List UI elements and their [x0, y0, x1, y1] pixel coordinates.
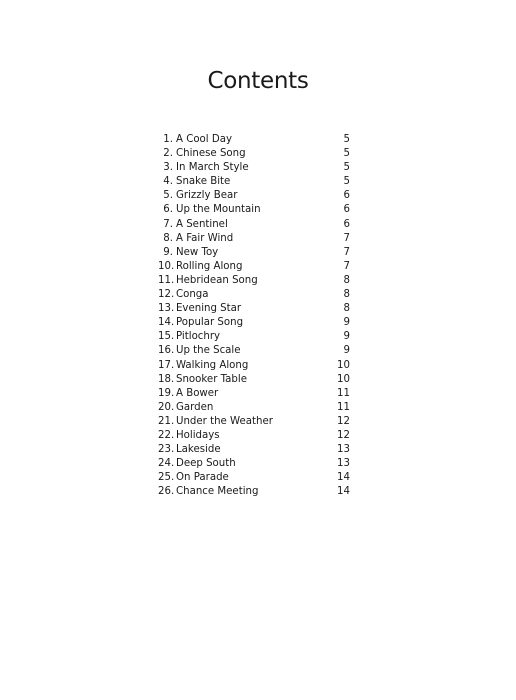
toc-entry-number: 25. [158, 472, 175, 484]
toc-entry-page-number: 12 [337, 429, 350, 441]
toc-entry-title: Chinese Song [176, 148, 246, 160]
toc-entry-number: 3. [163, 162, 173, 174]
toc-entry-page-number: 9 [343, 331, 350, 343]
toc-entry-title: Snake Bite [176, 176, 231, 188]
toc-entry-title: Up the Scale [176, 345, 241, 357]
toc-entry-label [158, 288, 209, 302]
toc-entry-title: Up the Mountain [176, 204, 261, 216]
toc-entry-number: 22. [158, 429, 175, 441]
toc-entry-title: Walking Along [176, 359, 249, 371]
toc-entry-number: 16. [158, 345, 175, 357]
toc-entry-number: 10. [158, 260, 175, 272]
toc-entry-page-number: 5 [343, 162, 350, 174]
toc-entry-number: 20. [158, 401, 175, 413]
toc-entry-number: 24. [158, 458, 175, 470]
toc-entry-label [158, 274, 258, 288]
toc-entry-title: Lakeside [176, 444, 221, 456]
toc-entry-label [158, 316, 243, 330]
toc-entry-number: 13. [158, 303, 175, 315]
toc-entry [158, 316, 350, 330]
toc-entry-number: 21. [158, 415, 175, 427]
toc-entry [158, 359, 350, 373]
toc-entry-title: Rolling Along [176, 260, 243, 272]
toc-entry-label [158, 161, 249, 175]
toc-entry-title: Snooker Table [176, 373, 247, 385]
toc-entry [158, 401, 350, 415]
toc-entry [158, 330, 350, 344]
toc-entry-number: 4. [163, 176, 173, 188]
toc-entry [158, 246, 350, 260]
toc-entry-page-number: 10 [337, 373, 350, 385]
toc-entry [158, 133, 350, 147]
toc-entry-number: 12. [158, 289, 175, 301]
toc-entry-title: A Bower [176, 387, 219, 399]
toc-entry [158, 302, 350, 316]
toc-entry-title: A Cool Day [176, 134, 232, 145]
toc-entry [158, 429, 350, 443]
toc-entry-label [158, 429, 220, 443]
toc-entry-label [158, 373, 247, 387]
toc-entry [158, 288, 350, 302]
toc-entry-label [158, 457, 236, 471]
toc-entry [158, 175, 350, 189]
toc-entry-number: 19. [158, 387, 175, 399]
toc-entry-number: 6. [163, 204, 173, 216]
toc-entry [158, 260, 350, 274]
toc-entry [158, 161, 350, 175]
toc-entry-title: In March Style [176, 162, 249, 174]
toc-entry-title: Grizzly Bear [176, 190, 238, 202]
toc-entry-page-number: 7 [343, 246, 350, 258]
toc-entry-page-number: 14 [337, 486, 350, 498]
toc-entry-label [158, 260, 242, 274]
toc-entry-label [158, 471, 229, 485]
toc-entry-page-number: 12 [337, 415, 350, 427]
toc-entry-title: Pitlochry [176, 331, 221, 343]
toc-entry-title: Garden [176, 401, 214, 413]
toc-entry-label [158, 387, 218, 401]
toc-entry-number: 7. [163, 218, 173, 230]
toc-entry [158, 387, 350, 401]
toc-entry [158, 373, 350, 387]
toc-entry-title: On Parade [176, 472, 229, 484]
toc-entry-page-number: 6 [343, 204, 350, 216]
toc-entry-page-number: 8 [343, 289, 350, 301]
toc-entry [158, 471, 350, 485]
toc-entry-number: 2. [163, 148, 173, 160]
toc-entry-title: Hebridean Song [176, 274, 258, 286]
toc-entry-number: 1. [163, 134, 173, 145]
toc-entry [158, 189, 350, 203]
toc-entry-label [158, 203, 261, 217]
toc-entry-page-number: 8 [343, 303, 350, 315]
toc-entry [158, 485, 350, 499]
toc-entry-title: Deep South [176, 458, 236, 470]
toc-entry-page-number: 14 [337, 472, 350, 484]
toc-entry-number: 18. [158, 373, 175, 385]
toc-entry-title: New Toy [176, 246, 219, 258]
toc-entry-page-number: 7 [343, 232, 350, 244]
toc-entry-label [158, 189, 237, 203]
toc-entry-page-number: 13 [337, 444, 350, 456]
toc-entry [158, 147, 350, 161]
toc-entry-page-number: 5 [343, 134, 350, 145]
toc-entry-page-number: 5 [343, 176, 350, 188]
toc-entry-number: 9. [163, 246, 173, 258]
toc-entry-title: Conga [176, 289, 209, 301]
toc-entry-label [158, 415, 273, 429]
toc-entry-page-number: 9 [343, 345, 350, 357]
toc-entry-page-number: 5 [343, 148, 350, 160]
toc-entry [158, 218, 350, 232]
toc-entry-number: 17. [158, 359, 175, 371]
toc-entry-title: Holidays [176, 429, 220, 441]
toc-entry [158, 344, 350, 358]
toc-entry-title: Under the Weather [176, 415, 273, 427]
toc-entry-number: 26. [158, 486, 175, 498]
toc-entry-page-number: 8 [343, 274, 350, 286]
toc-entry-number: 8. [163, 232, 173, 244]
toc-entry-label [158, 443, 221, 457]
toc-entry-label [158, 401, 213, 415]
toc-entry-label [158, 359, 248, 373]
toc-entry-label [158, 330, 220, 344]
toc-entry-title: A Sentinel [176, 218, 228, 230]
toc-entry-page-number: 7 [343, 260, 350, 272]
table-of-contents [158, 133, 350, 499]
toc-entry-page-number: 11 [337, 401, 350, 413]
toc-entry [158, 457, 350, 471]
toc-entry-page-number: 10 [337, 359, 350, 371]
toc-entry-label [158, 218, 228, 232]
toc-entry-label [158, 175, 230, 189]
toc-entry-page-number: 6 [343, 218, 350, 230]
page-title: Contents [207, 68, 309, 94]
toc-entry-title: A Fair Wind [176, 232, 234, 244]
toc-entry-label [158, 485, 258, 499]
toc-entry-label [158, 344, 241, 358]
toc-entry-label [158, 246, 218, 260]
toc-entry-number: 15. [158, 331, 175, 343]
toc-entry [158, 232, 350, 246]
toc-entry-label [158, 302, 241, 316]
toc-entry-title: Evening Star [176, 303, 242, 315]
toc-entry-number: 11. [158, 274, 175, 286]
toc-entry-number: 14. [158, 317, 175, 329]
toc-entry-number: 23. [158, 444, 175, 456]
toc-entry-number: 5. [163, 190, 173, 202]
toc-entry-page-number: 9 [343, 317, 350, 329]
toc-entry-label [158, 147, 246, 161]
toc-entry [158, 203, 350, 217]
toc-entry-page-number: 13 [337, 458, 350, 470]
toc-entry-title: Popular Song [176, 317, 244, 329]
toc-entry-page-number: 11 [337, 387, 350, 399]
toc-entry [158, 443, 350, 457]
toc-entry [158, 415, 350, 429]
toc-entry-title: Chance Meeting [176, 486, 259, 498]
toc-entry [158, 274, 350, 288]
toc-entry-label [158, 232, 233, 246]
toc-entry-label [158, 133, 232, 147]
toc-entry-page-number: 6 [343, 190, 350, 202]
